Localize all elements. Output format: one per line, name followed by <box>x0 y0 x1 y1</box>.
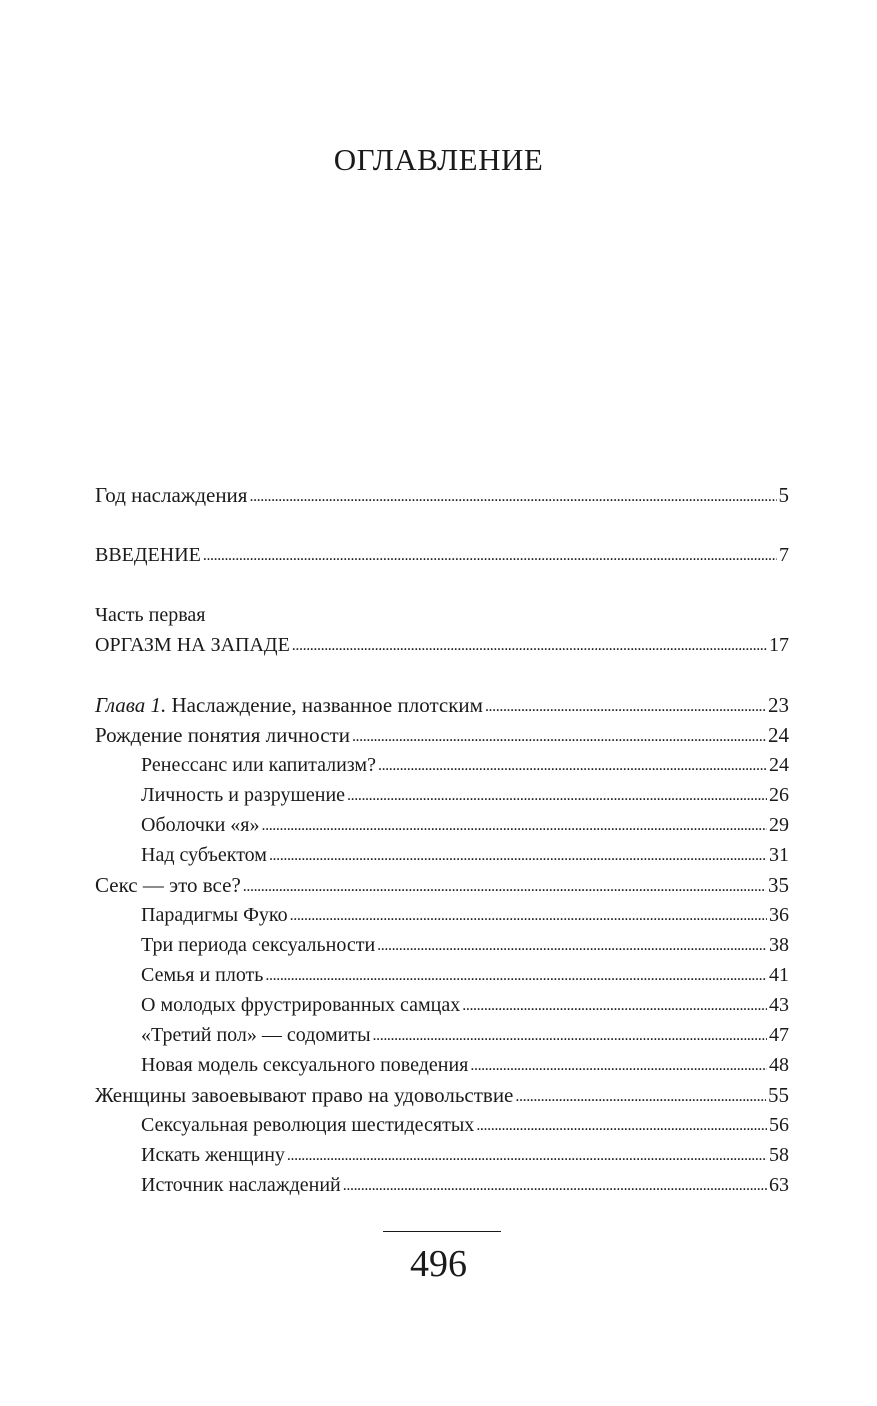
toc-entry-label: Рождение понятия личности <box>95 723 350 747</box>
toc-entry-label: Ренессанс или капитализм? <box>141 754 376 776</box>
toc-part-label: Часть первая <box>95 604 206 626</box>
dot-leader <box>249 479 776 512</box>
toc-subentry <box>95 810 789 840</box>
page-title: ОГЛАВЛЕНИЕ <box>333 142 544 177</box>
toc-entry-page: 58 <box>769 1144 789 1166</box>
toc-entry-page: 38 <box>769 934 789 956</box>
toc-subentry <box>95 990 789 1020</box>
toc-entry-label <box>95 690 483 720</box>
toc-subentry <box>95 900 789 930</box>
toc-entry-label: «Третий пол» — содомиты <box>141 1024 371 1046</box>
dot-leader <box>343 1169 767 1201</box>
toc-entry <box>95 870 789 900</box>
toc-part-heading <box>95 600 789 630</box>
toc-entry-page: 41 <box>769 964 789 986</box>
dot-leader <box>378 749 767 781</box>
toc-entry-page: 63 <box>769 1174 789 1196</box>
toc-entry-page: 5 <box>778 483 789 507</box>
dot-leader <box>203 539 777 571</box>
toc-subentry <box>95 960 789 990</box>
chapter-prefix: Глава 1. <box>95 693 167 717</box>
page-number: 496 <box>410 1243 467 1285</box>
toc-entry-page: 23 <box>768 693 789 717</box>
toc-entry-label: Парадигмы Фуко <box>141 904 288 926</box>
toc-entry-orgazm-na-zapade <box>95 630 789 660</box>
dot-leader <box>373 1019 767 1051</box>
dot-leader <box>476 1109 767 1141</box>
toc-subentry <box>95 1020 789 1050</box>
dot-leader <box>462 989 767 1021</box>
toc-entry-page: 48 <box>769 1054 789 1076</box>
dot-leader <box>515 1079 766 1112</box>
dot-leader <box>265 959 767 991</box>
toc-entry-page: 56 <box>769 1114 789 1136</box>
toc-entry-label: Женщины завоевывают право на удовольствие <box>95 1083 514 1107</box>
toc-entry-page: 29 <box>769 814 789 836</box>
toc-entry-label: Личность и разрушение <box>141 784 346 806</box>
toc-entry-label: Источник наслаждений <box>141 1174 341 1196</box>
toc-subentry <box>95 1170 789 1200</box>
toc-entry-page: 47 <box>769 1024 789 1046</box>
toc-entry-god-naslazhdeniya <box>95 480 789 510</box>
toc-entry-label: Новая модель сексуального поведения <box>141 1054 469 1076</box>
toc-entry-chapter-1 <box>95 690 789 720</box>
dot-leader <box>470 1049 767 1081</box>
toc-entry-vvedenie <box>95 540 789 570</box>
toc-subentry <box>95 780 789 810</box>
toc-subentry <box>95 930 789 960</box>
dot-leader <box>377 929 767 961</box>
toc-subentry <box>95 1140 789 1170</box>
dot-leader <box>485 689 766 722</box>
toc-subentry <box>95 1050 789 1080</box>
toc-entry-page: 43 <box>769 994 789 1016</box>
toc-entry-page: 35 <box>768 873 789 897</box>
toc-entry-label: Над субъектом <box>141 844 267 866</box>
toc-entry-label: Искать женщину <box>141 1144 285 1166</box>
toc-entry-label: Секс — это все? <box>95 873 241 897</box>
dot-leader <box>352 719 766 752</box>
chapter-title: Наслаждение, названное плотским <box>166 693 483 717</box>
dot-leader <box>262 809 768 841</box>
toc-entry-label: ОРГАЗМ НА ЗАПАДЕ <box>95 634 290 656</box>
toc-entry-page: 55 <box>768 1083 789 1107</box>
toc-entry-label: Год наслаждения <box>95 483 248 507</box>
toc-entry-page: 31 <box>769 844 789 866</box>
toc-entry-label: О молодых фрустрированных самцах <box>141 994 461 1016</box>
dot-leader <box>290 899 767 931</box>
toc-entry <box>95 1080 789 1110</box>
dot-leader <box>243 869 766 902</box>
toc-entry-label: Семья и плоть <box>141 964 264 986</box>
toc-entry-page: 17 <box>769 634 789 656</box>
dot-leader <box>292 629 767 661</box>
toc-entry <box>95 720 789 750</box>
toc-entry-page: 36 <box>769 904 789 926</box>
folio-rule <box>383 1231 501 1232</box>
toc-subentry <box>95 750 789 780</box>
dot-leader <box>347 779 767 811</box>
dot-leader <box>287 1139 767 1171</box>
toc-entry-label: ВВЕДЕНИЕ <box>95 544 201 566</box>
toc-entry-page: 24 <box>768 723 789 747</box>
toc-entry-label: Три периода сексуальности <box>141 934 376 956</box>
toc-subentry <box>95 840 789 870</box>
table-of-contents <box>95 480 789 1200</box>
toc-entry-page: 26 <box>769 784 789 806</box>
toc-entry-page: 24 <box>769 754 789 776</box>
toc-entry-label: Сексуальная революция шестидесятых <box>141 1114 475 1136</box>
dot-leader <box>269 839 767 871</box>
toc-entry-label: Оболочки «я» <box>141 814 260 836</box>
toc-subentry <box>95 1110 789 1140</box>
toc-entry-page: 7 <box>779 544 789 566</box>
